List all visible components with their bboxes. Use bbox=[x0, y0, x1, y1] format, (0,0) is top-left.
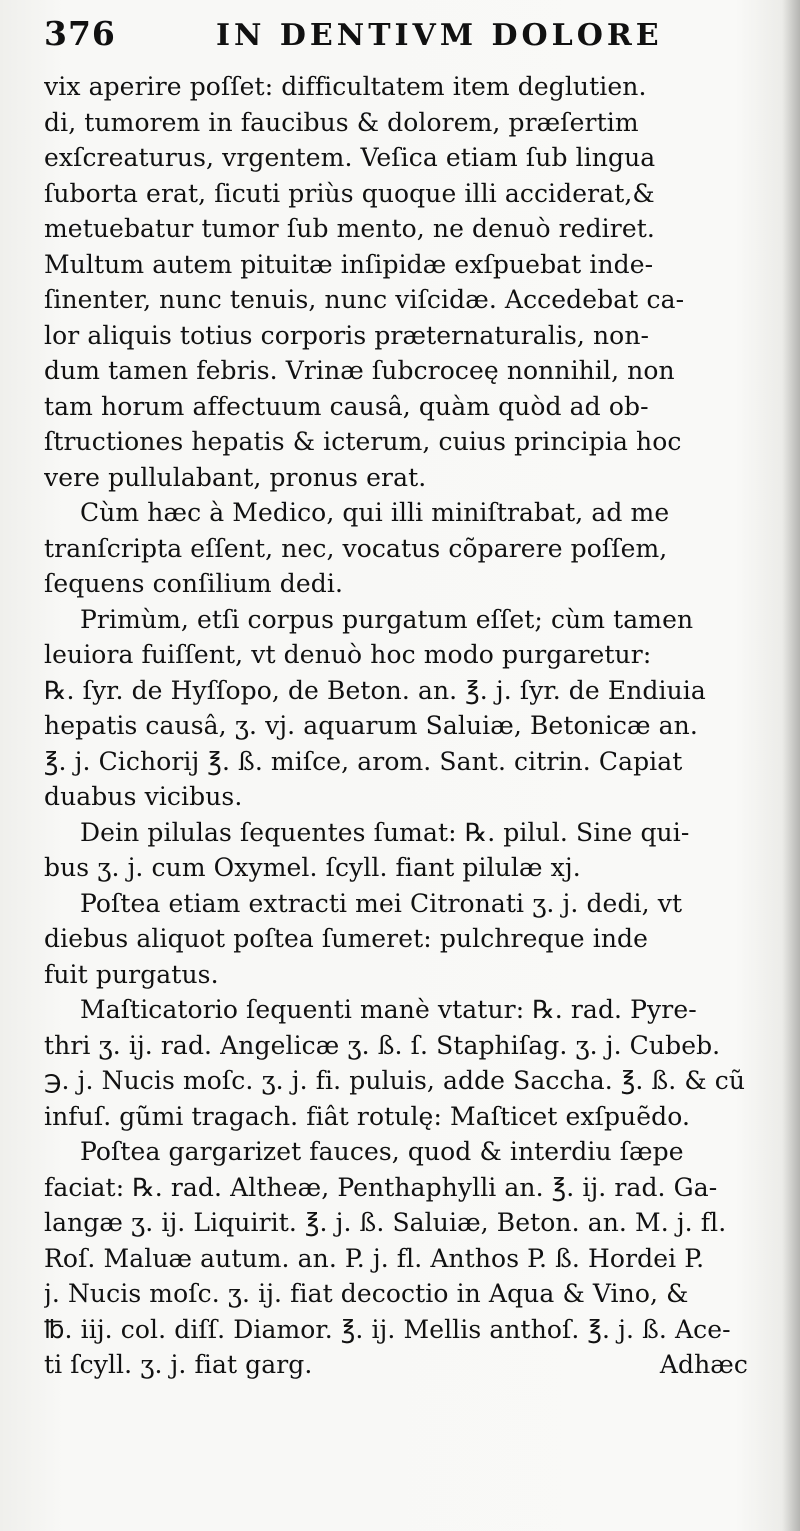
text-line: ſuborta erat, ſicuti priùs quoque illi acciderat,& bbox=[44, 178, 655, 208]
running-head: IN DENTIVM DOLORE bbox=[216, 18, 663, 53]
text-line: langæ ʒ. ij. Liquirit. ℥. j. ß. Saluiæ, Beton. an. M. j. fl. bbox=[44, 1208, 727, 1237]
text-line: ℔. iij. col. diſſ. Diamor. ℥. ij. Mellis anthoſ. ℥. j. ß. Ace- bbox=[44, 1314, 731, 1344]
text-line: lor aliquis totius corporis præternaturalis, non- bbox=[44, 320, 650, 350]
text-line: Multum autem pituitæ inſipidæ exſpuebat inde- bbox=[44, 249, 654, 279]
text-line: tam horum affectuum causâ, quàm quòd ad ob- bbox=[44, 391, 649, 421]
text-line: Roſ. Maluæ autum. an. P. j. fl. Anthos P. ß. Hordei P. bbox=[44, 1243, 705, 1273]
text-line: di, tumorem in faucibus & dolorem, præſertim bbox=[44, 107, 639, 137]
text-line: ſtructiones hepatis & icterum, cuius principia hoc bbox=[44, 427, 682, 456]
text-line: Dein pilulas ſequentes ſumat: ℞. pilul. Sine qui- bbox=[80, 817, 690, 847]
text-line: bus ʒ. j. cum Oxymel. ſcyll. fiant pilulæ xj. bbox=[44, 853, 581, 882]
text-line: ℞. ſyr. de Hyſſopo, de Beton. an. ℥. j. ſyr. de Endiuia bbox=[44, 675, 706, 705]
text-line: diebus aliquot poſtea ſumeret: pulchreque inde bbox=[44, 924, 649, 953]
text-line: exſcreaturus, vrgentem. Veſica etiam ſub lingua bbox=[44, 143, 656, 172]
text-line: metuebatur tumor ſub mento, ne denuò rediret. bbox=[44, 214, 655, 243]
text-line: vix aperire poſſet: difficultatem item deglutien. bbox=[44, 72, 647, 101]
text-line: ti ſcyll. ʒ. j. fiat garg. bbox=[44, 1350, 313, 1379]
text-line: infuſ. gũmi tragach. fiât rotulę: Maſticet exſpuẽdo. bbox=[44, 1101, 691, 1131]
text-line: Primùm, etſi corpus purgatum eſſet; cùm tamen bbox=[80, 604, 694, 634]
text-line: Maſticatorio ſequenti manè vtatur: ℞. rad. Pyre- bbox=[80, 995, 697, 1024]
text-line: hepatis causâ, ʒ. vj. aquarum Saluiæ, Betonicæ an. bbox=[44, 711, 698, 740]
body-text bbox=[44, 69, 756, 1383]
text-line: vere pullulabant, pronus erat. bbox=[44, 462, 427, 492]
text-line: Poſtea gargarizet fauces, quod & interdiu ſæpe bbox=[80, 1137, 684, 1166]
last-line bbox=[44, 1347, 756, 1383]
text-line: thri ʒ. ij. rad. Angelicæ ʒ. ß. ſ. Staphiſag. ʒ. j. Cubeb. bbox=[44, 1030, 721, 1060]
page-header bbox=[44, 12, 764, 66]
text-line: leuiora fuiſſent, vt denuò hoc modo purgaretur: bbox=[44, 640, 652, 669]
text-line: ℈. j. Nucis moſc. ʒ. j. fi. puluis, adde Saccha. ℥. ß. & cũ bbox=[44, 1066, 746, 1095]
text-line: faciat: ℞. rad. Altheæ, Penthaphylli an. ℥. ij. rad. Ga- bbox=[44, 1172, 718, 1202]
text-line: fuit purgatus. bbox=[44, 959, 219, 989]
text-line: Poſtea etiam extracti mei Citronati ʒ. j. dedi, vt bbox=[80, 888, 683, 918]
text-line: Cùm hæc à Medico, qui illi miniſtrabat, ad me bbox=[80, 498, 670, 527]
text-line: j. Nucis moſc. ʒ. ij. fiat decoctio in Aqua & Vino, & bbox=[44, 1279, 689, 1308]
text-line: dum tamen febris. Vrinæ ſubcroceę nonnihil, non bbox=[44, 356, 675, 385]
text-line: duabus vicibus. bbox=[44, 782, 243, 811]
text-line: tranſcripta eſſent, nec, vocatus cõparere poſſem, bbox=[44, 533, 668, 563]
page-number: 376 bbox=[44, 14, 116, 53]
text-line: ℥. j. Cichorij ℥. ß. miſce, arom. Sant. citrin. Capiat bbox=[44, 746, 683, 776]
text-line: ſinenter, nunc tenuis, nunc viſcidæ. Accedebat ca- bbox=[44, 285, 685, 314]
catchword: Adhæc bbox=[659, 1350, 748, 1379]
page-edge-shadow bbox=[782, 0, 800, 1531]
text-line: ſequens conſilium dedi. bbox=[44, 569, 344, 598]
